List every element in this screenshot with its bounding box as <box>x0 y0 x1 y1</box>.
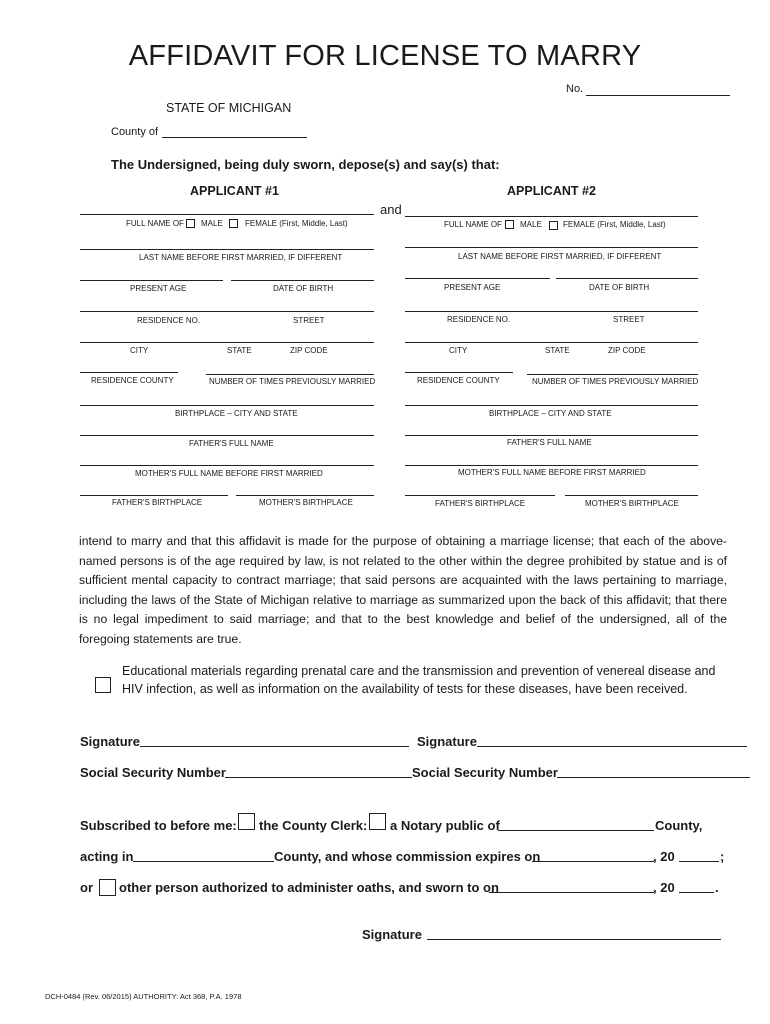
state-label: STATE <box>545 346 570 355</box>
last-name-label: LAST NAME BEFORE FIRST MARRIED, IF DIFFERENT <box>139 253 343 262</box>
acting-in-label: acting in <box>80 849 134 864</box>
acting-county-field[interactable] <box>133 861 274 862</box>
fathers-name-label: FATHER'S FULL NAME <box>189 439 274 448</box>
official-signature-label: Signature <box>362 927 422 942</box>
commission-date-field[interactable] <box>532 861 654 862</box>
full-name-label: FULL NAME OF <box>126 219 184 228</box>
intro-statement: The Undersigned, being duly sworn, depose(s) and say(s) that: <box>111 157 500 172</box>
applicant-2-residence-field[interactable] <box>405 311 698 312</box>
mothers-name-label: MOTHER'S FULL NAME BEFORE FIRST MARRIED <box>135 469 323 478</box>
applicant-1-female-checkbox[interactable] <box>229 219 238 228</box>
county-field[interactable] <box>162 137 307 138</box>
applicant-2-age-field[interactable] <box>405 278 550 279</box>
applicant-2-male-checkbox[interactable] <box>505 220 514 229</box>
applicant-1-dob-field[interactable] <box>231 280 374 281</box>
applicant-2-times-married-field[interactable] <box>527 374 698 375</box>
date-of-birth-label: DATE OF BIRTH <box>273 284 334 293</box>
residence-no-label: RESIDENCE NO. <box>447 315 511 324</box>
female-label: FEMALE (First, Middle, Last) <box>245 219 348 228</box>
mothers-name-label: MOTHER'S FULL NAME BEFORE FIRST MARRIED <box>458 468 646 477</box>
signature-1-label: Signature <box>80 734 140 749</box>
signature-2-label: Signature <box>417 734 477 749</box>
mothers-birthplace-label: MOTHER'S BIRTHPLACE <box>585 499 679 508</box>
full-name-label: FULL NAME OF <box>444 220 502 229</box>
subscribed-label: Subscribed to before me: <box>80 818 237 833</box>
fathers-birthplace-label: FATHER'S BIRTHPLACE <box>112 498 203 507</box>
applicant-2-county-field[interactable] <box>405 372 513 373</box>
applicant-2-last-name-field[interactable] <box>405 247 698 248</box>
applicant-1-mother-birthplace-field[interactable] <box>236 495 374 496</box>
date-of-birth-label: DATE OF BIRTH <box>589 283 650 292</box>
present-age-label: PRESENT AGE <box>130 284 187 293</box>
residence-county-label: RESIDENCE COUNTY <box>91 376 174 385</box>
applicant-1-mother-name-field[interactable] <box>80 465 374 466</box>
times-married-label: NUMBER OF TIMES PREVIOUSLY MARRIED <box>532 377 699 386</box>
page-title: AFFIDAVIT FOR LICENSE TO MARRY <box>128 40 642 72</box>
applicant-2-full-name-field[interactable] <box>405 216 698 217</box>
applicant-1-birthplace-field[interactable] <box>80 405 374 406</box>
education-statement: Educational materials regarding prenatal care and the transmission and prevention of venereal disease and HIV infection, as well as information on the availability of tests for these diseases, have been received. <box>122 664 716 696</box>
city-label: CITY <box>449 346 468 355</box>
county-clerk-label: the County Clerk: <box>259 818 368 833</box>
applicant-2-dob-field[interactable] <box>556 278 698 279</box>
applicant-2-heading: APPLICANT #2 <box>507 184 596 198</box>
zip-code-label: ZIP CODE <box>608 346 646 355</box>
applicant-2-mother-birthplace-field[interactable] <box>565 495 698 496</box>
mothers-birthplace-label: MOTHER'S BIRTHPLACE <box>259 498 353 507</box>
ssn-2-label: Social Security Number <box>412 765 558 780</box>
county-clerk-checkbox[interactable] <box>238 813 255 830</box>
applicant-2-mother-name-field[interactable] <box>405 465 698 466</box>
other-person-label: other person authorized to administer oaths, and sworn to on <box>119 880 499 895</box>
applicant-1-age-field[interactable] <box>80 280 223 281</box>
city-label: CITY <box>130 346 149 355</box>
other-person-checkbox[interactable] <box>99 879 116 896</box>
applicant-2-father-birthplace-field[interactable] <box>405 495 555 496</box>
times-married-label: NUMBER OF TIMES PREVIOUSLY MARRIED <box>209 377 376 386</box>
applicant-1-times-married-field[interactable] <box>206 374 374 375</box>
year-prefix-label: , 20 <box>653 849 675 864</box>
street-label: STREET <box>293 316 325 325</box>
fathers-name-label: FATHER'S FULL NAME <box>507 438 592 447</box>
commission-year-field[interactable] <box>679 861 719 862</box>
applicant-1-full-name-field[interactable] <box>80 214 374 215</box>
signature-1-field[interactable] <box>140 746 409 747</box>
applicant-1-last-name-field[interactable] <box>80 249 374 250</box>
street-label: STREET <box>613 315 645 324</box>
male-label: MALE <box>520 220 542 229</box>
fathers-birthplace-label: FATHER'S BIRTHPLACE <box>435 499 526 508</box>
birthplace-label: BIRTHPLACE – CITY AND STATE <box>175 409 298 418</box>
applicant-1-county-field[interactable] <box>80 372 178 373</box>
education-checkbox[interactable] <box>95 677 111 693</box>
county-label: County of <box>111 126 159 138</box>
female-label: FEMALE (First, Middle, Last) <box>563 220 666 229</box>
ssn-1-field[interactable] <box>225 777 412 778</box>
number-field[interactable] <box>586 95 730 96</box>
residence-no-label: RESIDENCE NO. <box>137 316 201 325</box>
and-label: and <box>380 202 402 217</box>
applicant-1-heading: APPLICANT #1 <box>190 184 279 198</box>
notary-county-field[interactable] <box>498 830 654 831</box>
applicant-1-residence-field[interactable] <box>80 311 374 312</box>
sworn-year-field[interactable] <box>679 892 714 893</box>
or-label: or <box>80 880 93 895</box>
notary-label: a Notary public of <box>390 818 500 833</box>
state-label: STATE <box>227 346 252 355</box>
birthplace-label: BIRTHPLACE – CITY AND STATE <box>489 409 612 418</box>
commission-label: County, and whose commission expires on <box>274 849 541 864</box>
official-signature-field[interactable] <box>427 939 721 940</box>
applicant-2-father-name-field[interactable] <box>405 435 698 436</box>
applicant-1-father-birthplace-field[interactable] <box>80 495 228 496</box>
semicolon-label: ; <box>720 849 725 864</box>
signature-2-field[interactable] <box>477 746 747 747</box>
present-age-label: PRESENT AGE <box>444 283 501 292</box>
applicant-2-female-checkbox[interactable] <box>549 221 558 230</box>
applicant-2-birthplace-field[interactable] <box>405 405 698 406</box>
form-footer: DCH-0484 (Rev. 06/2015) AUTHORITY: Act 368, P.A. 1978 <box>45 992 242 1001</box>
notary-checkbox[interactable] <box>369 813 386 830</box>
affidavit-statement: intend to marry and that this affidavit is made for the purpose of obtaining a marriage license; that each of the above-named persons is of the age required by law, is not related to the other within the degree prohibited by statue and is of sufficient mental capacity to contract marriage; that said persons are acquainted with the laws pertaining to marriage, including the laws of the State of Michigan relative to marriage as summarized upon the back of this affidavit; that there is no legal impediment to said marriage; and that to the best knowledge and belief of the undersigned, all of the foregoing statements are true. <box>79 534 727 646</box>
applicant-1-male-checkbox[interactable] <box>186 219 195 228</box>
period-label: . <box>715 880 719 895</box>
state-heading: STATE OF MICHIGAN <box>166 101 292 115</box>
applicant-1-father-name-field[interactable] <box>80 435 374 436</box>
last-name-label: LAST NAME BEFORE FIRST MARRIED, IF DIFFERENT <box>458 252 662 261</box>
applicant-1-city-field[interactable] <box>80 342 374 343</box>
zip-code-label: ZIP CODE <box>290 346 328 355</box>
sworn-date-field[interactable] <box>489 892 654 893</box>
year-prefix-label-2: , 20 <box>653 880 675 895</box>
applicant-2-city-field[interactable] <box>405 342 698 343</box>
male-label: MALE <box>201 219 223 228</box>
county-suffix-label: County, <box>655 818 703 833</box>
ssn-1-label: Social Security Number <box>80 765 226 780</box>
number-label: No. <box>566 83 584 95</box>
residence-county-label: RESIDENCE COUNTY <box>417 376 500 385</box>
ssn-2-field[interactable] <box>557 777 750 778</box>
